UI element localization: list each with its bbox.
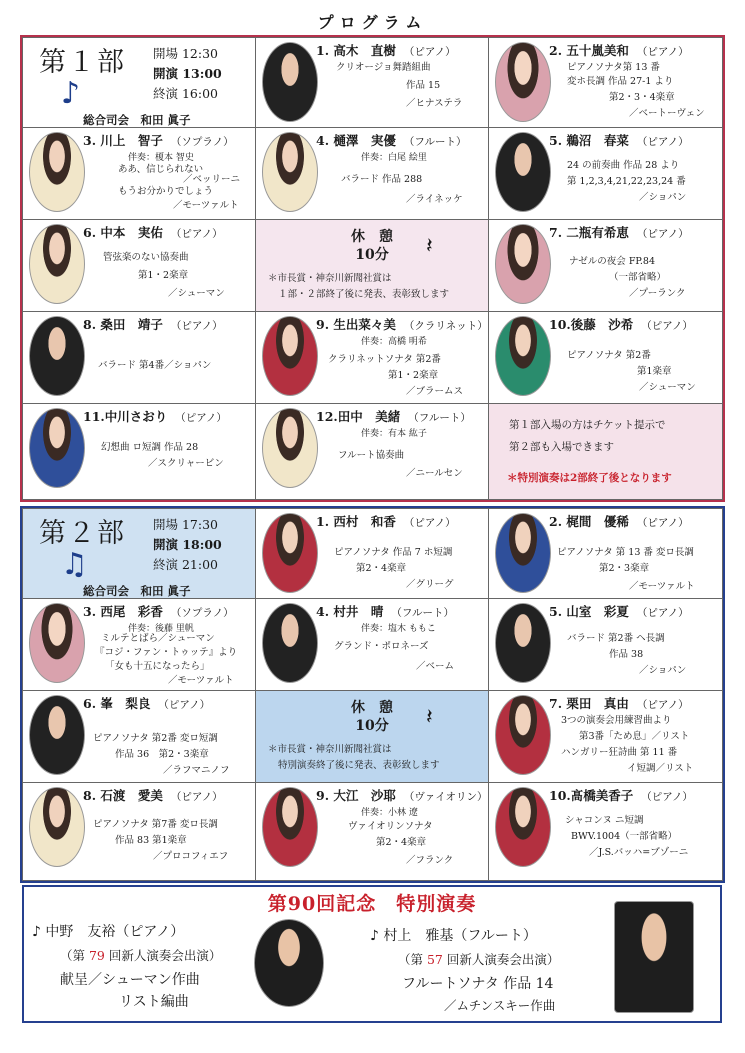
performer-photo [495, 603, 551, 683]
admission-info-cell [489, 404, 723, 500]
intermission-cell [256, 220, 489, 312]
admission-note: 第２部も入場できます [509, 441, 614, 453]
performer-name: 11.中川さおり （ピアノ） [83, 409, 227, 424]
performer-cell [489, 509, 723, 599]
performer-cell [23, 404, 256, 500]
piece-line: 変ホ長調 作品 27-1 より [567, 76, 674, 87]
performer-photo [262, 513, 318, 593]
performer-cell [23, 783, 256, 881]
composer-line: ／モーツァルト [629, 581, 695, 592]
performer-photo [495, 316, 551, 396]
piece-line: ヴァイオリンソナタ [348, 821, 433, 832]
piece-line: シャコンヌ ニ短調 [565, 815, 644, 826]
composer-line: ／シューマン [168, 288, 225, 299]
intermission-duration: 10分 [355, 247, 389, 263]
special-performer-1-name: ♪ 中野 友裕（ピアノ） [32, 924, 185, 940]
performer-cell [256, 312, 489, 404]
piece-line: 「女も十五になったら」 [105, 661, 210, 672]
piece-line: 作品 38 [609, 649, 644, 660]
special-performer-2-work: フルートソナタ 作品 14 [402, 976, 554, 992]
performer-name: 10.後藤 沙希 （ピアノ） [549, 317, 693, 332]
performer-name: 4. 樋澤 実優 （フルート） [316, 133, 467, 148]
composer-line: ／ラフマニノフ [163, 765, 230, 776]
performer-photo [495, 513, 551, 593]
piece-line: 管弦楽のない協奏曲 [103, 252, 189, 263]
performer-name: 10.髙橋美香子 （ピアノ） [549, 788, 693, 803]
performer-photo [262, 42, 318, 122]
piece-line: ナゼルの夜会 FP.84 [569, 256, 655, 267]
piece-line: フルート協奏曲 [338, 450, 405, 461]
performer-photo [262, 132, 318, 212]
part2-end: 終演 21:00 [153, 557, 218, 572]
accompanist: 伴奏：有本 紘子 [361, 429, 427, 439]
part1-times [153, 44, 222, 104]
piece-line: 第2・3・4楽章 [609, 92, 675, 103]
piece-line: ピアノソナタ 作品 7 ホ短調 [334, 547, 453, 558]
performer-photo [262, 787, 318, 867]
special-performance-note: ＊特別演奏は2部終了後となります [507, 472, 672, 484]
piece-line: クラリネットソナタ 第2番 [328, 354, 441, 365]
composer-line: ／ライネッケ [406, 194, 463, 205]
award-note: １部・２部終了後に発表、表彰致します [278, 289, 450, 300]
performer-cell [23, 691, 256, 783]
piece-line: 作品 83 第1楽章 [115, 835, 187, 846]
composer-line: ／モーツァルト [173, 200, 239, 211]
performer-name: 2. 梶間 優稀 （ピアノ） [549, 514, 689, 529]
piece-line: 24 の前奏曲 作品 28 より [567, 160, 680, 171]
composer-line: ／ショパン [639, 665, 687, 676]
performer-cell [23, 599, 256, 691]
intermission-cell [256, 691, 489, 783]
composer-line: ／ベッリーニ [183, 174, 241, 185]
performer-name: 9. 生出菜々美 （クラリネット） [316, 317, 488, 332]
piece-line: 第3番「ため息」／リスト [579, 731, 690, 742]
composer-line: ／ブラームス [406, 386, 464, 397]
performer-photo [495, 42, 551, 122]
performer-name: 5. 鵜沼 春菜 （ピアノ） [549, 133, 689, 148]
performer-photo [262, 408, 318, 488]
composer-line: ／ベーム [416, 661, 455, 672]
performer-photo [495, 132, 551, 212]
performer-name: 7. 栗田 真由 （ピアノ） [549, 696, 689, 711]
piece-line: ピアノソナタ 第 13 番 変ロ長調 [557, 547, 694, 558]
piece-line: ああ、信じられない [118, 164, 204, 175]
performer-cell [489, 783, 723, 881]
accompanist: 伴奏：塩木 ももこ [361, 624, 436, 634]
special-performer-2-composer: ／ムチンスキー作曲 [444, 998, 556, 1013]
performer-cell [489, 599, 723, 691]
composer-line: ／プーランク [629, 288, 686, 299]
performer-photo [29, 787, 85, 867]
special-performer-1-debut: （第 79 回新人演奏会出演） [60, 948, 222, 963]
award-note: ＊市長賞・神奈川新聞社賞は [268, 744, 392, 755]
part2-header [23, 509, 256, 599]
part1-end: 終演 16:00 [153, 86, 218, 101]
special-performer-2-name: ♪ 村上 雅基（フルート） [370, 928, 537, 944]
performer-name: 8. 石渡 愛美 （ピアノ） [83, 788, 223, 803]
performer-name: 9. 大江 沙耶 （ヴァイオリン） [316, 788, 488, 803]
performer-photo [495, 787, 551, 867]
piece-line: 第2・4楽章 [376, 837, 427, 848]
performer-photo [29, 224, 85, 304]
performer-cell [489, 691, 723, 783]
piece-line: （一部省略） [609, 272, 667, 283]
part2-times [153, 515, 222, 575]
piece-line: 第2・3楽章 [599, 563, 650, 574]
part1-mc: 総合司会 和田 眞子 [83, 113, 191, 127]
composer-line: ／フランク [406, 855, 454, 866]
performer-cell [23, 312, 256, 404]
performer-cell [256, 38, 489, 128]
piece-line: 作品 15 [406, 80, 441, 91]
special-performer-1-work: 献呈／シューマン作曲 [60, 972, 200, 988]
special-performer-2-debut: （第 57 回新人演奏会出演） [398, 952, 560, 967]
composer-line: ／ベートーヴェン [629, 108, 705, 119]
part2-start: 開演 18:00 [153, 537, 222, 552]
part1-header [23, 38, 256, 128]
piece-line: 第1・2楽章 [388, 370, 439, 381]
part1-open: 開場 12:30 [153, 46, 218, 61]
award-note: ＊市長賞・神奈川新聞社賞は [268, 273, 392, 284]
performer-name: 3. 西尾 彩香 （ソプラノ） [83, 604, 234, 619]
special-performance-box [22, 885, 722, 1023]
performer-name: 8. 桑田 靖子 （ピアノ） [83, 317, 223, 332]
part1-start: 開演 13:00 [153, 66, 222, 81]
performer-name: 6. 峯 梨良 （ピアノ） [83, 696, 211, 711]
piece-line: ピアノソナタ 第7番 変ロ長調 [93, 819, 218, 830]
intermission-title: 休 憩 [351, 700, 393, 716]
accompanist: 伴奏：後藤 里帆 [128, 624, 194, 634]
part1-label: 第１部 [39, 47, 126, 78]
rest-icon: 𝄽 [426, 234, 433, 259]
composer-line: イ短調／リスト [627, 763, 694, 774]
performer-photo [29, 132, 85, 212]
program-title: プログラム [317, 13, 428, 32]
performer-cell [256, 599, 489, 691]
piece-line: バラード 第2番 ヘ長調 [567, 633, 665, 644]
performer-photo [29, 603, 85, 683]
composer-line: ／ヒナステラ [406, 98, 463, 109]
performer-cell [256, 509, 489, 599]
special-performer-2-photo [614, 901, 694, 1013]
performer-photo [29, 408, 85, 488]
performer-cell [256, 404, 489, 500]
part2-mc: 総合司会 和田 眞子 [83, 584, 191, 598]
performer-name: 7. 二瓶有希恵 （ピアノ） [549, 225, 689, 240]
accompanist: 伴奏：小林 遼 [361, 808, 418, 818]
piece-line: 第1楽章 [637, 366, 672, 377]
performer-photo [495, 695, 551, 775]
part2-label: 第２部 [39, 518, 126, 549]
piece-line: 3つの演奏会用練習曲より [561, 715, 672, 726]
performer-photo [262, 316, 318, 396]
piece-line: 第 1,2,3,4,21,22,23,24 番 [567, 176, 686, 187]
special-performer-1-photo [254, 919, 324, 1007]
performer-name: 3. 川上 智子 （ソプラノ） [83, 133, 234, 148]
special-performer-1-arranger: リスト編曲 [119, 994, 189, 1010]
composer-line: ／プロコフィエフ [153, 851, 229, 862]
performer-photo [29, 316, 85, 396]
performer-name: 1. 西村 和香 （ピアノ） [316, 514, 456, 529]
piece-line: 幻想曲 ロ短調 作品 28 [101, 442, 199, 453]
piece-line: 第2・4楽章 [356, 563, 407, 574]
accompanist: 伴奏：白尾 絵里 [361, 153, 427, 163]
performer-name: 6. 中本 実佑 （ピアノ） [83, 225, 223, 240]
piece-line: ミルテとばら／シューマン [101, 633, 215, 644]
award-note: 特別演奏終了後に発表、表彰致します [278, 760, 440, 771]
accompanist: 伴奏：高橋 明希 [361, 337, 427, 347]
part2-open: 開場 17:30 [153, 517, 218, 532]
performer-cell [23, 128, 256, 220]
performer-cell [23, 220, 256, 312]
performer-cell [256, 128, 489, 220]
composer-line: ／グリーグ [406, 579, 454, 590]
piece-line: 作品 36 第2・3楽章 [115, 749, 209, 760]
performer-name: 12.田中 美緒 （フルート） [316, 409, 471, 424]
performer-cell [256, 783, 489, 881]
piece-line: バラード 第4番／ショパン [98, 360, 212, 371]
performer-name: 5. 山室 彩夏 （ピアノ） [549, 604, 689, 619]
intermission-title: 休 憩 [351, 229, 393, 245]
composer-line: ／シューマン [639, 382, 696, 393]
performer-photo [29, 695, 85, 775]
performer-name: 2. 五十嵐美和 （ピアノ） [549, 43, 689, 58]
rest-icon: 𝄽 [426, 705, 433, 730]
piece-line: ピアノソナタ 第2番 変ロ短調 [93, 733, 218, 744]
admission-note: 第１部入場の方はチケット提示で [509, 419, 666, 431]
part1-grid [22, 37, 723, 500]
performer-cell [489, 38, 723, 128]
piece-line: BWV.1004（一部省略） [571, 831, 678, 842]
piece-line: もうお分かりでしょう [118, 186, 214, 197]
music-note-icon: ♪ [61, 76, 81, 111]
special-performance-title: 第90回記念 特別演奏 [267, 893, 477, 915]
performer-photo [495, 224, 551, 304]
performer-name: 4. 村井 晴 （フルート） [316, 604, 454, 619]
piece-line: ピアノソナタ第 13 番 [567, 62, 660, 73]
composer-line: ／モーツァルト [168, 675, 234, 686]
piece-line: クリオージョ舞踏組曲 [336, 62, 431, 73]
part2-grid [22, 508, 723, 881]
piece-line: 『コジ・ファン・トゥッテ』より [95, 647, 238, 658]
piece-line: グランド・ポロネーズ [334, 641, 429, 652]
intermission-duration: 10分 [355, 718, 389, 734]
composer-line: ／J.S.バッハ=ブゾーニ [589, 847, 689, 858]
composer-line: ／ショパン [639, 192, 687, 203]
performer-cell [489, 220, 723, 312]
music-notes-icon: ♫ [61, 547, 88, 582]
composer-line: ／スクリャービン [148, 458, 224, 469]
accompanist: 伴奏：榎本 智史 [128, 153, 194, 163]
piece-line: 第1・2楽章 [138, 270, 189, 281]
performer-photo [262, 603, 318, 683]
piece-line: ハンガリー狂詩曲 第 11 番 [561, 747, 678, 758]
piece-line: ピアノソナタ 第2番 [567, 350, 651, 361]
performer-cell [489, 312, 723, 404]
performer-name: 1. 高木 直樹 （ピアノ） [316, 43, 456, 58]
performer-cell [489, 128, 723, 220]
composer-line: ／ニールセン [406, 468, 463, 479]
piece-line: バラード 作品 288 [341, 174, 423, 185]
